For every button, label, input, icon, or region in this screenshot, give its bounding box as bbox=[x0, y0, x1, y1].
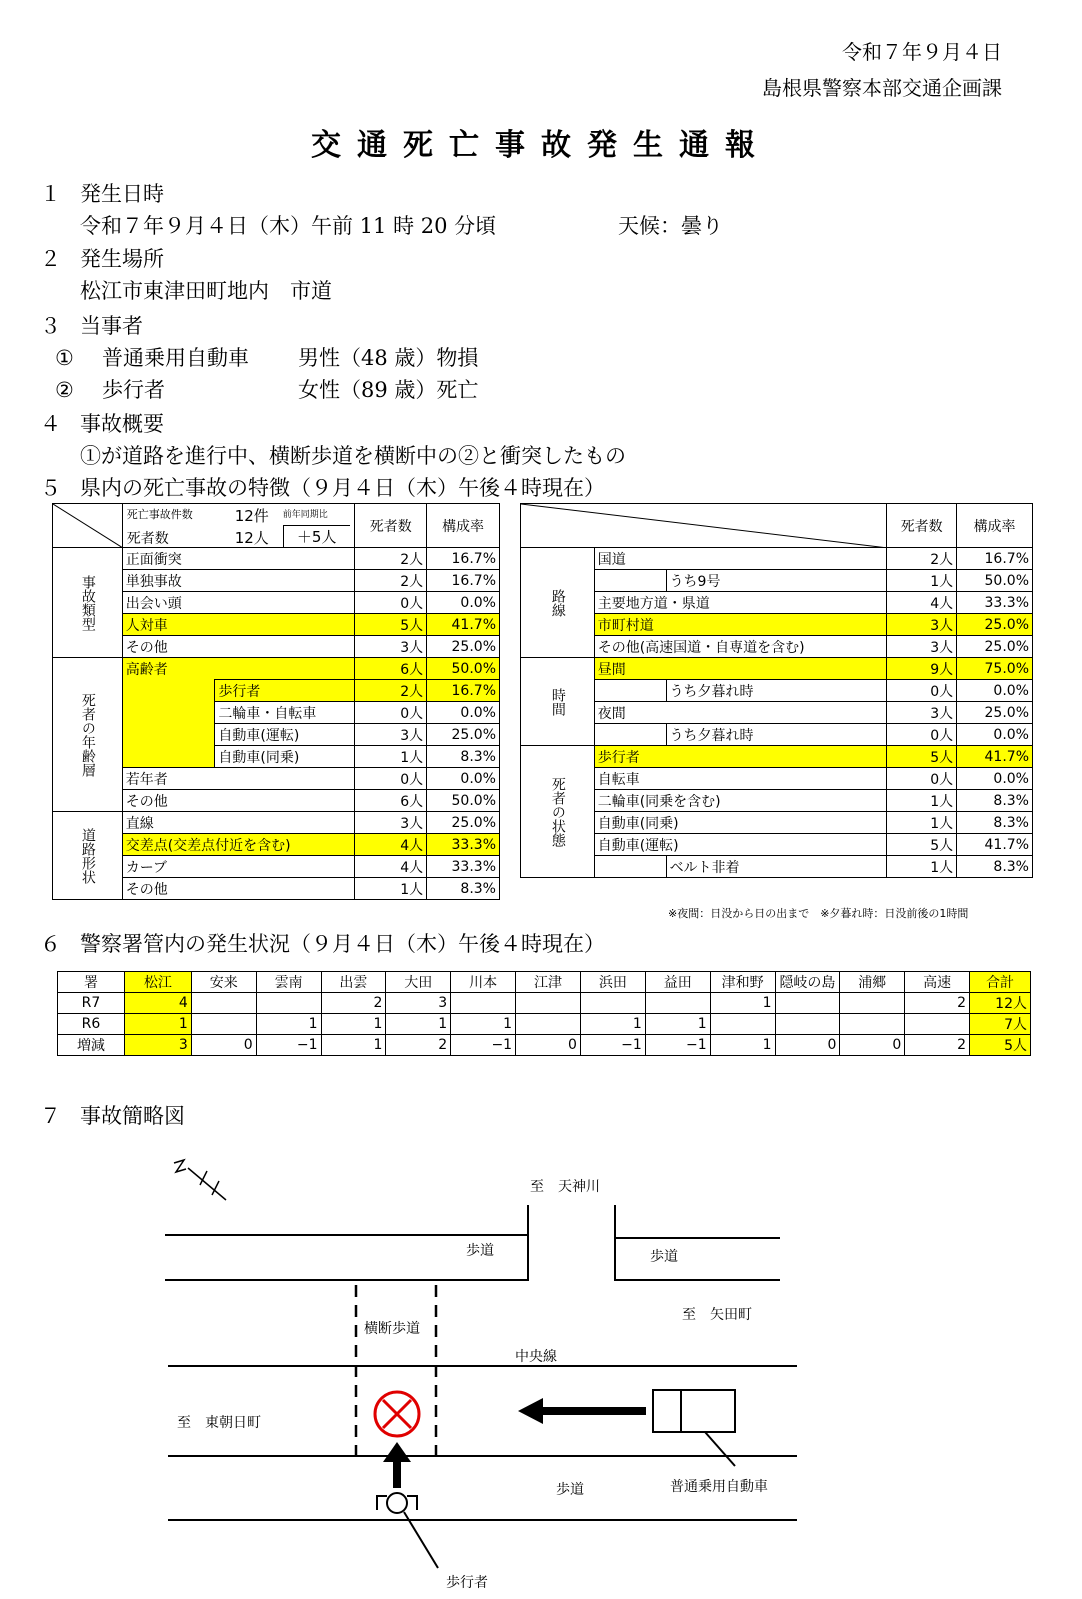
vehicle-icon bbox=[653, 1390, 735, 1466]
page-title: 交通死亡事故発生通報 bbox=[311, 128, 771, 163]
group-age: 死者の年齢層 bbox=[53, 658, 123, 812]
label-sidewalk-upper-left: 歩道 bbox=[466, 1243, 494, 1259]
pedestrian-arrow-icon bbox=[383, 1442, 411, 1488]
section-7-heading: ７ 事故簡略図 bbox=[40, 1104, 185, 1128]
section-2-heading: ２ 発生場所 bbox=[40, 247, 164, 271]
prefecture-fatality-table-right: 死者数 構成率 路線 国道 2人 16.7% うち9号 1人 50.0% 主要地方道・県道 4人 33.3% 市町村道 3人 25.0% その他(高速国道・自専道を含む) 3人 25.0% 時間 昼間 9人 75.0% うち夕暮れ時 0人 0.0% 夜間 3人 25.0% うち夕暮れ時 0人 0.0% 死者の状態 歩行者 5人 41.7% 自転車 0人 0.0% 二輪車(同乗を含む) 1人 8.3% 自動車(同乗) 1人 8.3% 自動車(運転) 5人 41.7% ベルト非着 1人 8.3% bbox=[520, 503, 1033, 878]
pedestrian-icon bbox=[377, 1493, 438, 1568]
label-center-line: 中央線 bbox=[515, 1349, 557, 1365]
elderly-spacer bbox=[122, 680, 215, 768]
col-ratio-header: 構成率 bbox=[427, 504, 500, 548]
group-accident-type: 事故類型 bbox=[53, 548, 123, 658]
north-arrow-icon bbox=[174, 1160, 226, 1200]
group-road-shape: 道路形状 bbox=[53, 812, 123, 900]
report-date: 令和７年９月４日 bbox=[842, 40, 1002, 64]
section-3-heading: ３ 当事者 bbox=[40, 314, 143, 338]
section-1-heading: １ 発生日時 bbox=[40, 182, 164, 206]
section-4-heading: ４ 事故概要 bbox=[40, 412, 164, 436]
label-to-tenjin: 至 天神川 bbox=[530, 1179, 600, 1195]
label-to-yata: 至 矢田町 bbox=[682, 1307, 752, 1323]
weather: 天候：曇り bbox=[618, 214, 723, 238]
group-route: 路線 bbox=[521, 548, 595, 658]
station-row-change: 増減 3 0 −1 1 2 −1 0 −1 −1 1 0 0 2 5人 bbox=[58, 1035, 1031, 1056]
collision-point-icon bbox=[375, 1392, 419, 1436]
section-6-heading: ６ 警察署管内の発生状況（９月４日（木）午後４時現在） bbox=[40, 932, 605, 956]
station-header-row: 署 松江 安来 雲南 出雲 大田 川本 江津 浜田 益田 津和野 隠岐の島 浦郷 高速 合計 bbox=[58, 972, 1031, 993]
diagonal-corner-cell-right bbox=[521, 504, 887, 548]
party-2: ② 歩行者 女性（89 歳）死亡 bbox=[55, 378, 479, 402]
summary-cell: 死亡事故件数 12件 前年同期比 死者数 12人 ＋5人 bbox=[122, 504, 355, 548]
col-deaths-header: 死者数 bbox=[355, 504, 427, 548]
accident-summary: ①が道路を進行中、横断歩道を横断中の②と衝突したもの bbox=[80, 444, 626, 468]
vehicle-arrow-icon bbox=[518, 1398, 646, 1424]
station-row-r7: R7 4 2 3 1 2 12人 bbox=[58, 993, 1031, 1014]
label-pedestrian: 歩行者 bbox=[446, 1575, 488, 1591]
station-table bbox=[57, 971, 1031, 1056]
group-victim-state: 死者の状態 bbox=[521, 746, 595, 878]
section-5-heading: ５ 県内の死亡事故の特徴（９月４日（木）午後４時現在） bbox=[40, 476, 605, 500]
prefecture-fatality-table-left: 死亡事故件数 12件 前年同期比 死者数 12人 ＋5人 死者数 構成率 事故類型 正面衝突 2人 16.7% 単独事故 2人 16.7% 出会い頭 0人 0.0% 人対車 5人 41.7% その他 3人 25.0% 死者の年齢層 高齢者 6人 50.0% 歩行者 2人 16.7% 二輪車・自転車 0人 0.0% 自動車(運転) 3人 25.0% 自動車(同乗) 1人 8.3% 若年者 0人 0.0% その他 6人 50.0% 道路形状 直線 3人 25.0% 交差点(交差点付近を含む) 4人 33.3% カーブ 4人 33.3% その他 1人 8.3% bbox=[52, 503, 500, 900]
label-vehicle: 普通乗用自動車 bbox=[670, 1479, 768, 1495]
diagonal-corner-cell bbox=[53, 504, 123, 548]
highlight-row: 人対車 5人 41.7% bbox=[53, 614, 500, 636]
station-row-r6: R6 1 1 1 1 1 1 1 7人 bbox=[58, 1014, 1031, 1035]
table-note: ※夜間：日没から日の出まで ※夕暮れ時：日没前後の1時間 bbox=[668, 907, 969, 920]
label-to-higashi: 至 東朝日町 bbox=[177, 1415, 261, 1431]
label-sidewalk-upper-right: 歩道 bbox=[650, 1249, 678, 1265]
occurrence-datetime: 令和７年９月４日（木）午前 11 時 20 分頃 bbox=[80, 214, 497, 238]
group-time: 時間 bbox=[521, 658, 595, 746]
label-crosswalk: 横断歩道 bbox=[364, 1321, 420, 1337]
accident-diagram bbox=[0, 1140, 1082, 1599]
label-sidewalk-lower: 歩道 bbox=[556, 1482, 584, 1498]
sidewalk-block-right bbox=[615, 1238, 780, 1280]
issuing-org: 島根県警察本部交通企画課 bbox=[762, 76, 1002, 100]
party-1: ① 普通乗用自動車 男性（48 歳）物損 bbox=[55, 346, 479, 370]
occurrence-place: 松江市東津田町地内 市道 bbox=[80, 279, 332, 303]
